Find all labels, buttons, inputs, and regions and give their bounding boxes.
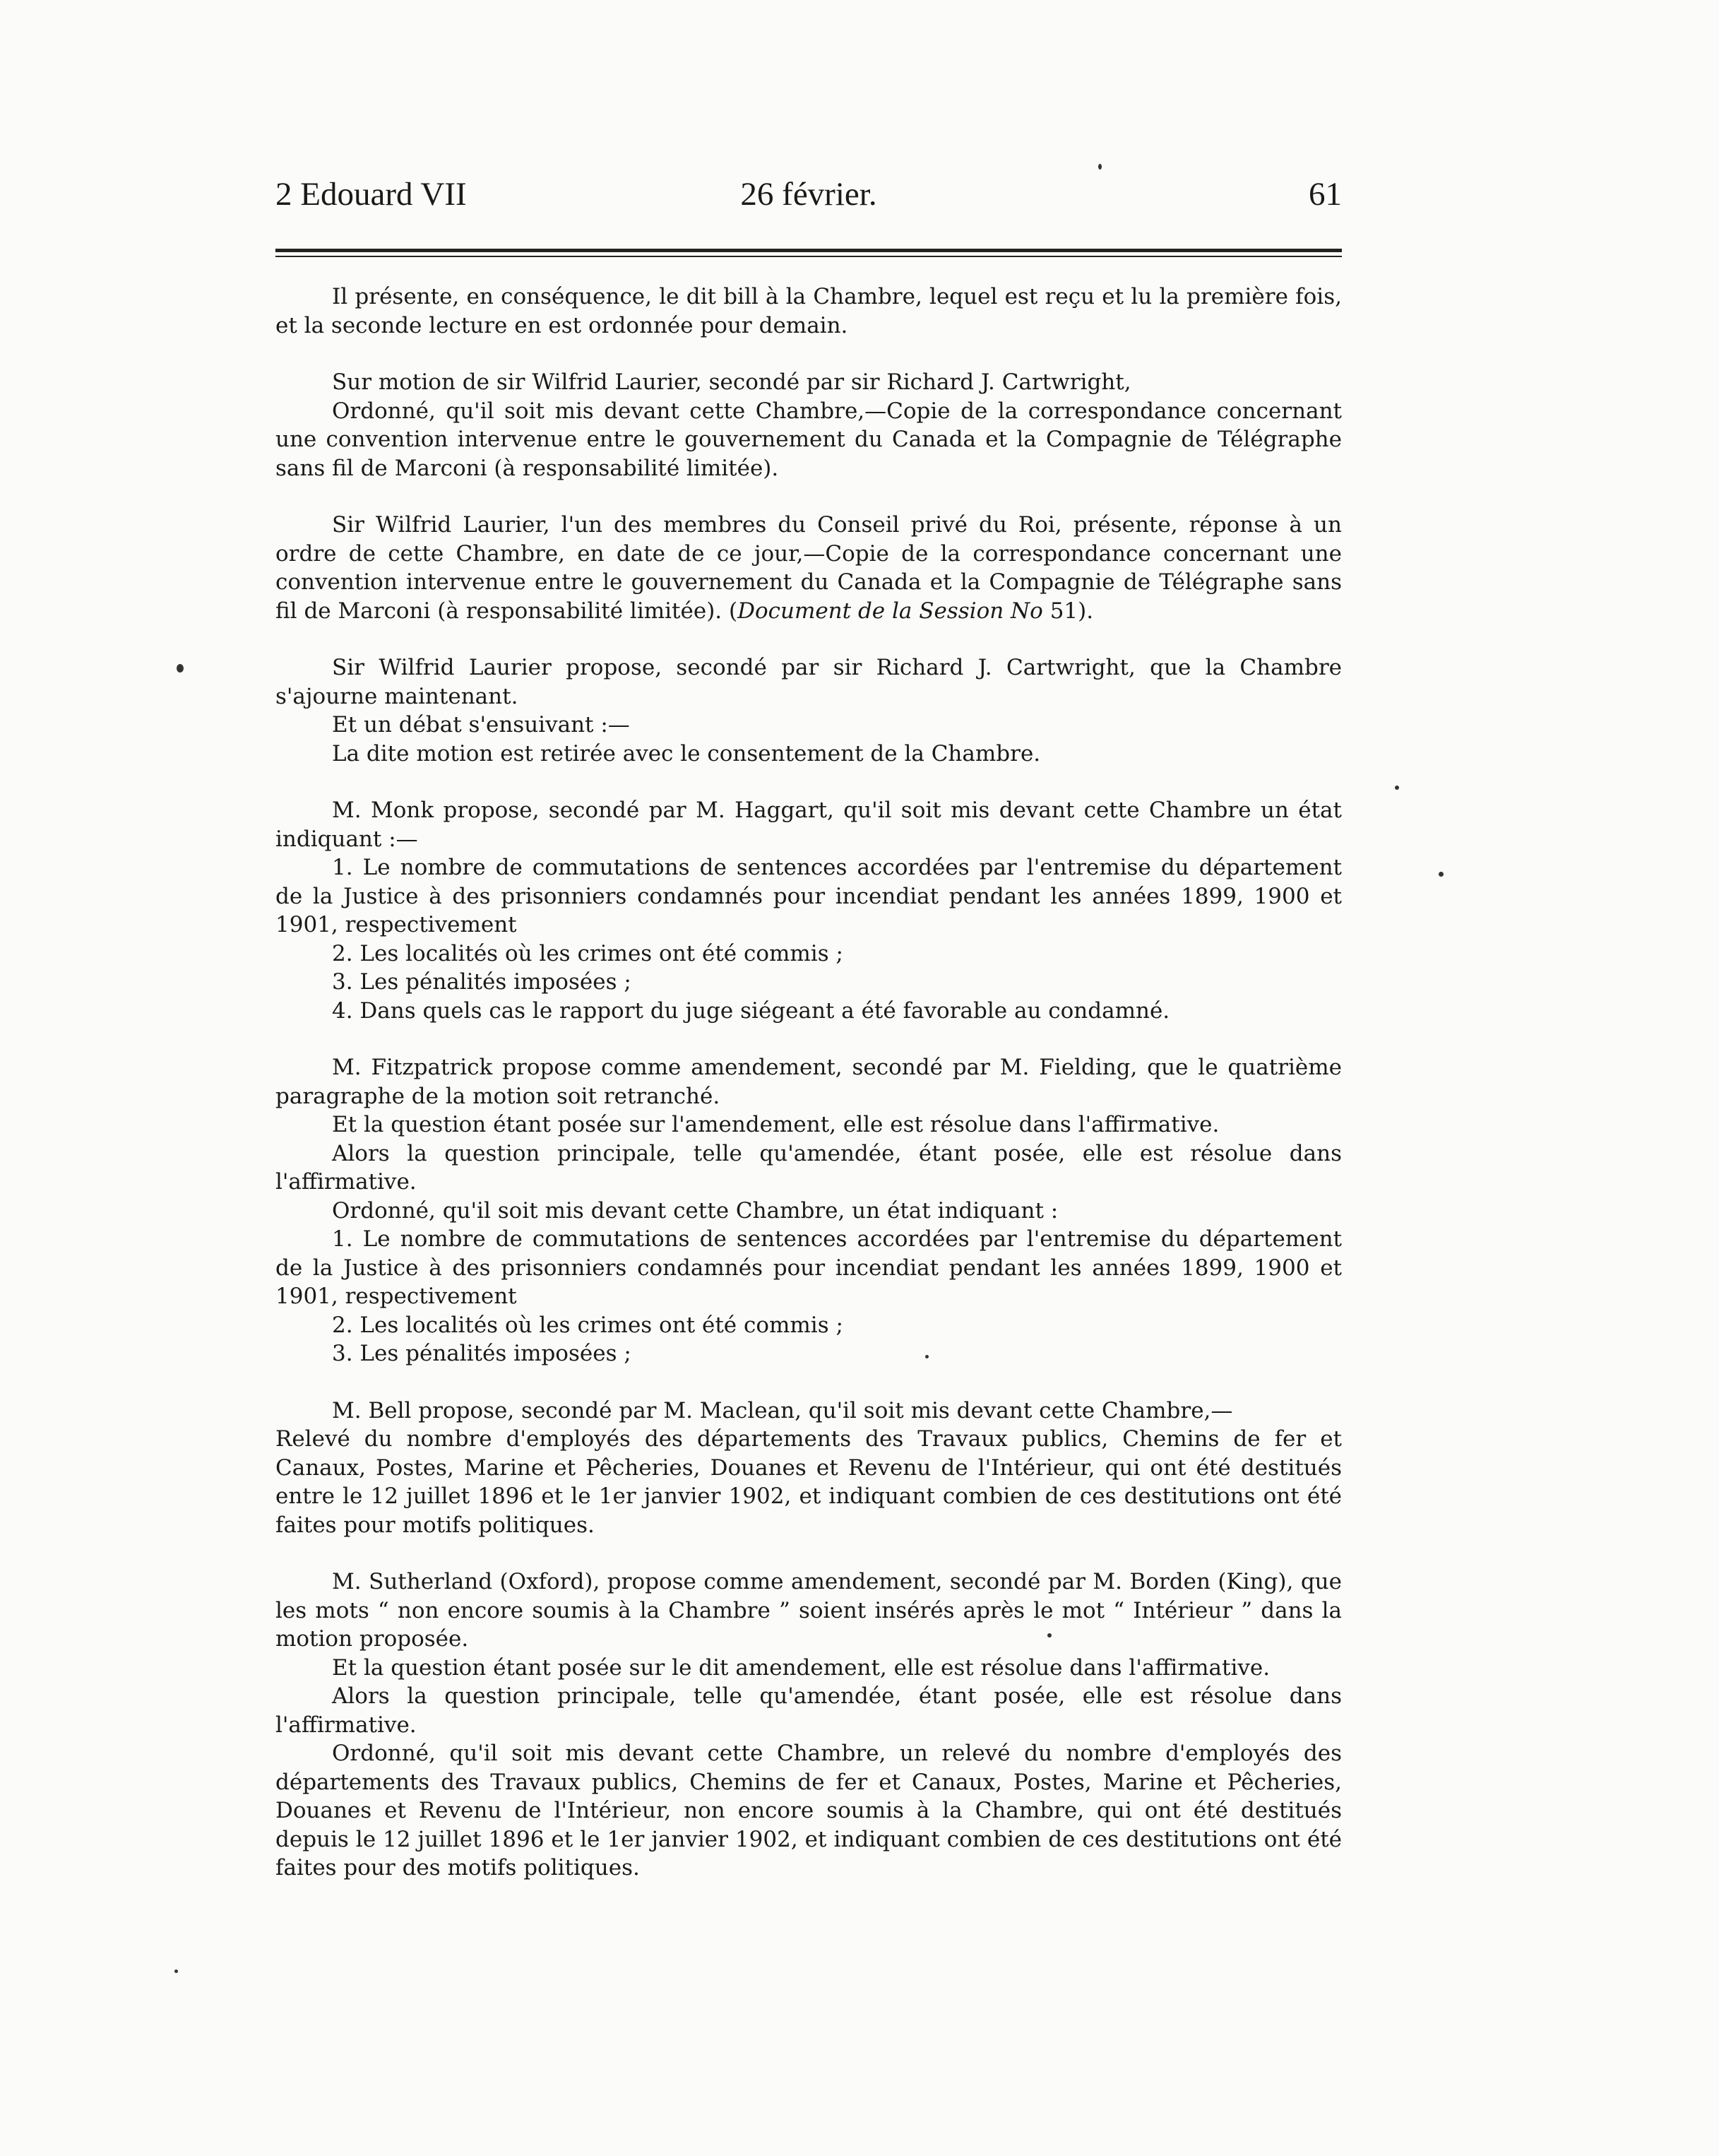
paragraph-text: Sir Wilfrid Laurier, l'un des membres du Conseil privé du Roi, présente, réponse à un ordre de cette Chambre, en date de ce jour,—Copie de la correspondance concernant une convention intervenue entre le gouvernement du Canada et la Compagnie de Télégraphe sans fil de Marconi (à responsabilité limitée). ( <box>275 512 1342 624</box>
scan-speck <box>925 1355 929 1358</box>
paragraph-text: 1. Le nombre de commutations de sentences accordées par l'entremise du département de la Justice à des prisonniers condamnés pour incendiat pendant les années 1899, 1900 et 1901, respectivement <box>275 855 1342 937</box>
scan-speck <box>1439 872 1444 877</box>
paragraph <box>275 1110 1342 1139</box>
paragraph <box>275 1682 1342 1739</box>
paragraph-text: 1. Le nombre de commutations de sentences accordées par l'entremise du département de la Justice à des prisonniers condamnés pour incendiat pendant les années 1899, 1900 et 1901, respectivement <box>275 1226 1342 1309</box>
paragraph <box>275 1739 1342 1883</box>
paragraph <box>275 1339 1342 1368</box>
paragraph-text: Sur motion de sir Wilfrid Laurier, secondé par sir Richard J. Cartwright, <box>332 369 1131 395</box>
paragraph-text: Ordonné, qu'il soit mis devant cette Chambre,—Copie de la correspondance concernant une convention intervenue entre le gouvernement du Canada et la Compagnie de Télégraphe sans fil de Marconi (à responsabilité limitée). <box>275 398 1342 481</box>
paragraph-text: M. Fitzpatrick propose comme amendement, secondé par M. Fielding, que le quatrième paragraphe de la motion soit retranché. <box>275 1055 1342 1109</box>
header-reign: 2 Edouard VII <box>275 176 467 213</box>
paragraph <box>275 283 1342 340</box>
scan-speck <box>1395 786 1399 790</box>
paragraph <box>275 940 1342 969</box>
paragraph-text: M. Monk propose, secondé par M. Haggart, qu'il soit mis devant cette Chambre un état indiquant :— <box>275 798 1342 852</box>
paragraph-text: Ordonné, qu'il soit mis devant cette Chambre, un relevé du nombre d'employés des départements des Travaux publics, Chemins de fer et Canaux, Postes, Marine et Pêcheries, Douanes et Revenu de l'Intérieur, non encore soumis à la Chambre, qui ont été destitués depuis le 12 juillet 1896 et le 1er janvier 1902, et indiquant combien de ces destitutions ont été faites pour des motifs politiques. <box>275 1741 1342 1880</box>
paragraph-text: Alors la question principale, telle qu'amendée, étant posée, elle est résolue dans l'affirmative. <box>275 1683 1342 1738</box>
paragraph-text: Alors la question principale, telle qu'amendée, étant posée, elle est résolue dans l'affirmative. <box>275 1140 1342 1195</box>
header-date: 26 février. <box>740 176 877 213</box>
paragraph <box>275 1568 1342 1654</box>
paragraph <box>275 1139 1342 1197</box>
scan-speck <box>177 664 184 673</box>
header-rule-thin <box>275 256 1342 257</box>
paragraph-text: La dite motion est retirée avec le consentement de la Chambre. <box>332 740 1041 766</box>
paragraph <box>275 740 1342 769</box>
page-number: 61 <box>1309 176 1342 213</box>
header-rule-thick <box>275 249 1342 252</box>
paragraph-text-tail: 51). <box>1042 598 1094 624</box>
paragraph <box>275 368 1342 397</box>
scan-speck <box>1047 1633 1052 1637</box>
scan-speck <box>1098 164 1102 170</box>
paragraph-text: M. Sutherland (Oxford), propose comme amendement, secondé par M. Borden (King), que les mots “ non encore soumis à la Chambre ” soient insérés après le mot “ Intérieur ” dans la motion proposée. <box>275 1569 1342 1652</box>
paragraph <box>275 511 1342 625</box>
paragraph <box>275 1425 1342 1539</box>
paragraph-text: Et un débat s'ensuivant :— <box>332 712 630 738</box>
paragraph-text: Et la question étant posée sur l'amendement, elle est résolue dans l'affirmative. <box>332 1112 1220 1137</box>
paragraph-text: Et la question étant posée sur le dit amendement, elle est résolue dans l'affirmative. <box>332 1654 1271 1681</box>
paragraph <box>275 1654 1342 1683</box>
paragraph <box>275 1197 1342 1226</box>
paragraph <box>275 1397 1342 1426</box>
sessional-paper-reference: Document de la Session No <box>737 598 1043 624</box>
paragraph-text: Ordonné, qu'il soit mis devant cette Chambre, un état indiquant : <box>332 1197 1059 1224</box>
paragraph-text: 2. Les localités où les crimes ont été commis ; <box>332 940 843 966</box>
scan-speck <box>174 1970 178 1973</box>
running-head <box>275 170 1342 219</box>
paragraph <box>275 1225 1342 1311</box>
paragraph <box>275 968 1342 997</box>
body-text <box>275 283 1342 1883</box>
paragraph-text: 4. Dans quels cas le rapport du juge siégeant a été favorable au condamné. <box>332 997 1170 1024</box>
paragraph-text: M. Bell propose, secondé par M. Maclean, qu'il soit mis devant cette Chambre,— <box>332 1397 1233 1423</box>
paragraph-text: Il présente, en conséquence, le dit bill à la Chambre, lequel est reçu et lu la première fois, et la seconde lecture en est ordonnée pour demain. <box>275 284 1342 338</box>
paragraph-text: Sir Wilfrid Laurier propose, secondé par sir Richard J. Cartwright, que la Chambre s'ajourne maintenant. <box>275 655 1342 709</box>
paragraph-text: 3. Les pénalités imposées ; <box>332 1341 631 1366</box>
page <box>275 170 1342 1883</box>
paragraph <box>275 397 1342 483</box>
paragraph <box>275 1311 1342 1340</box>
paragraph <box>275 796 1342 853</box>
paragraph <box>275 653 1342 711</box>
paragraph-text: 2. Les localités où les crimes ont été commis ; <box>332 1312 843 1338</box>
paragraph-text: 3. Les pénalités imposées ; <box>332 969 631 995</box>
paragraph <box>275 1053 1342 1110</box>
paragraph <box>275 853 1342 940</box>
paragraph <box>275 711 1342 740</box>
paragraph <box>275 997 1342 1026</box>
paragraph-text: Relevé du nombre d'employés des départements des Travaux publics, Chemins de fer et Canaux, Postes, Marine et Pêcheries, Douanes et Revenu de l'Intérieur, qui ont été destitués entre le 12 juillet 1896 et le 1er janvier 1902, et indiquant combien de ces destitutions ont été faites pour motifs politiques. <box>275 1426 1342 1538</box>
